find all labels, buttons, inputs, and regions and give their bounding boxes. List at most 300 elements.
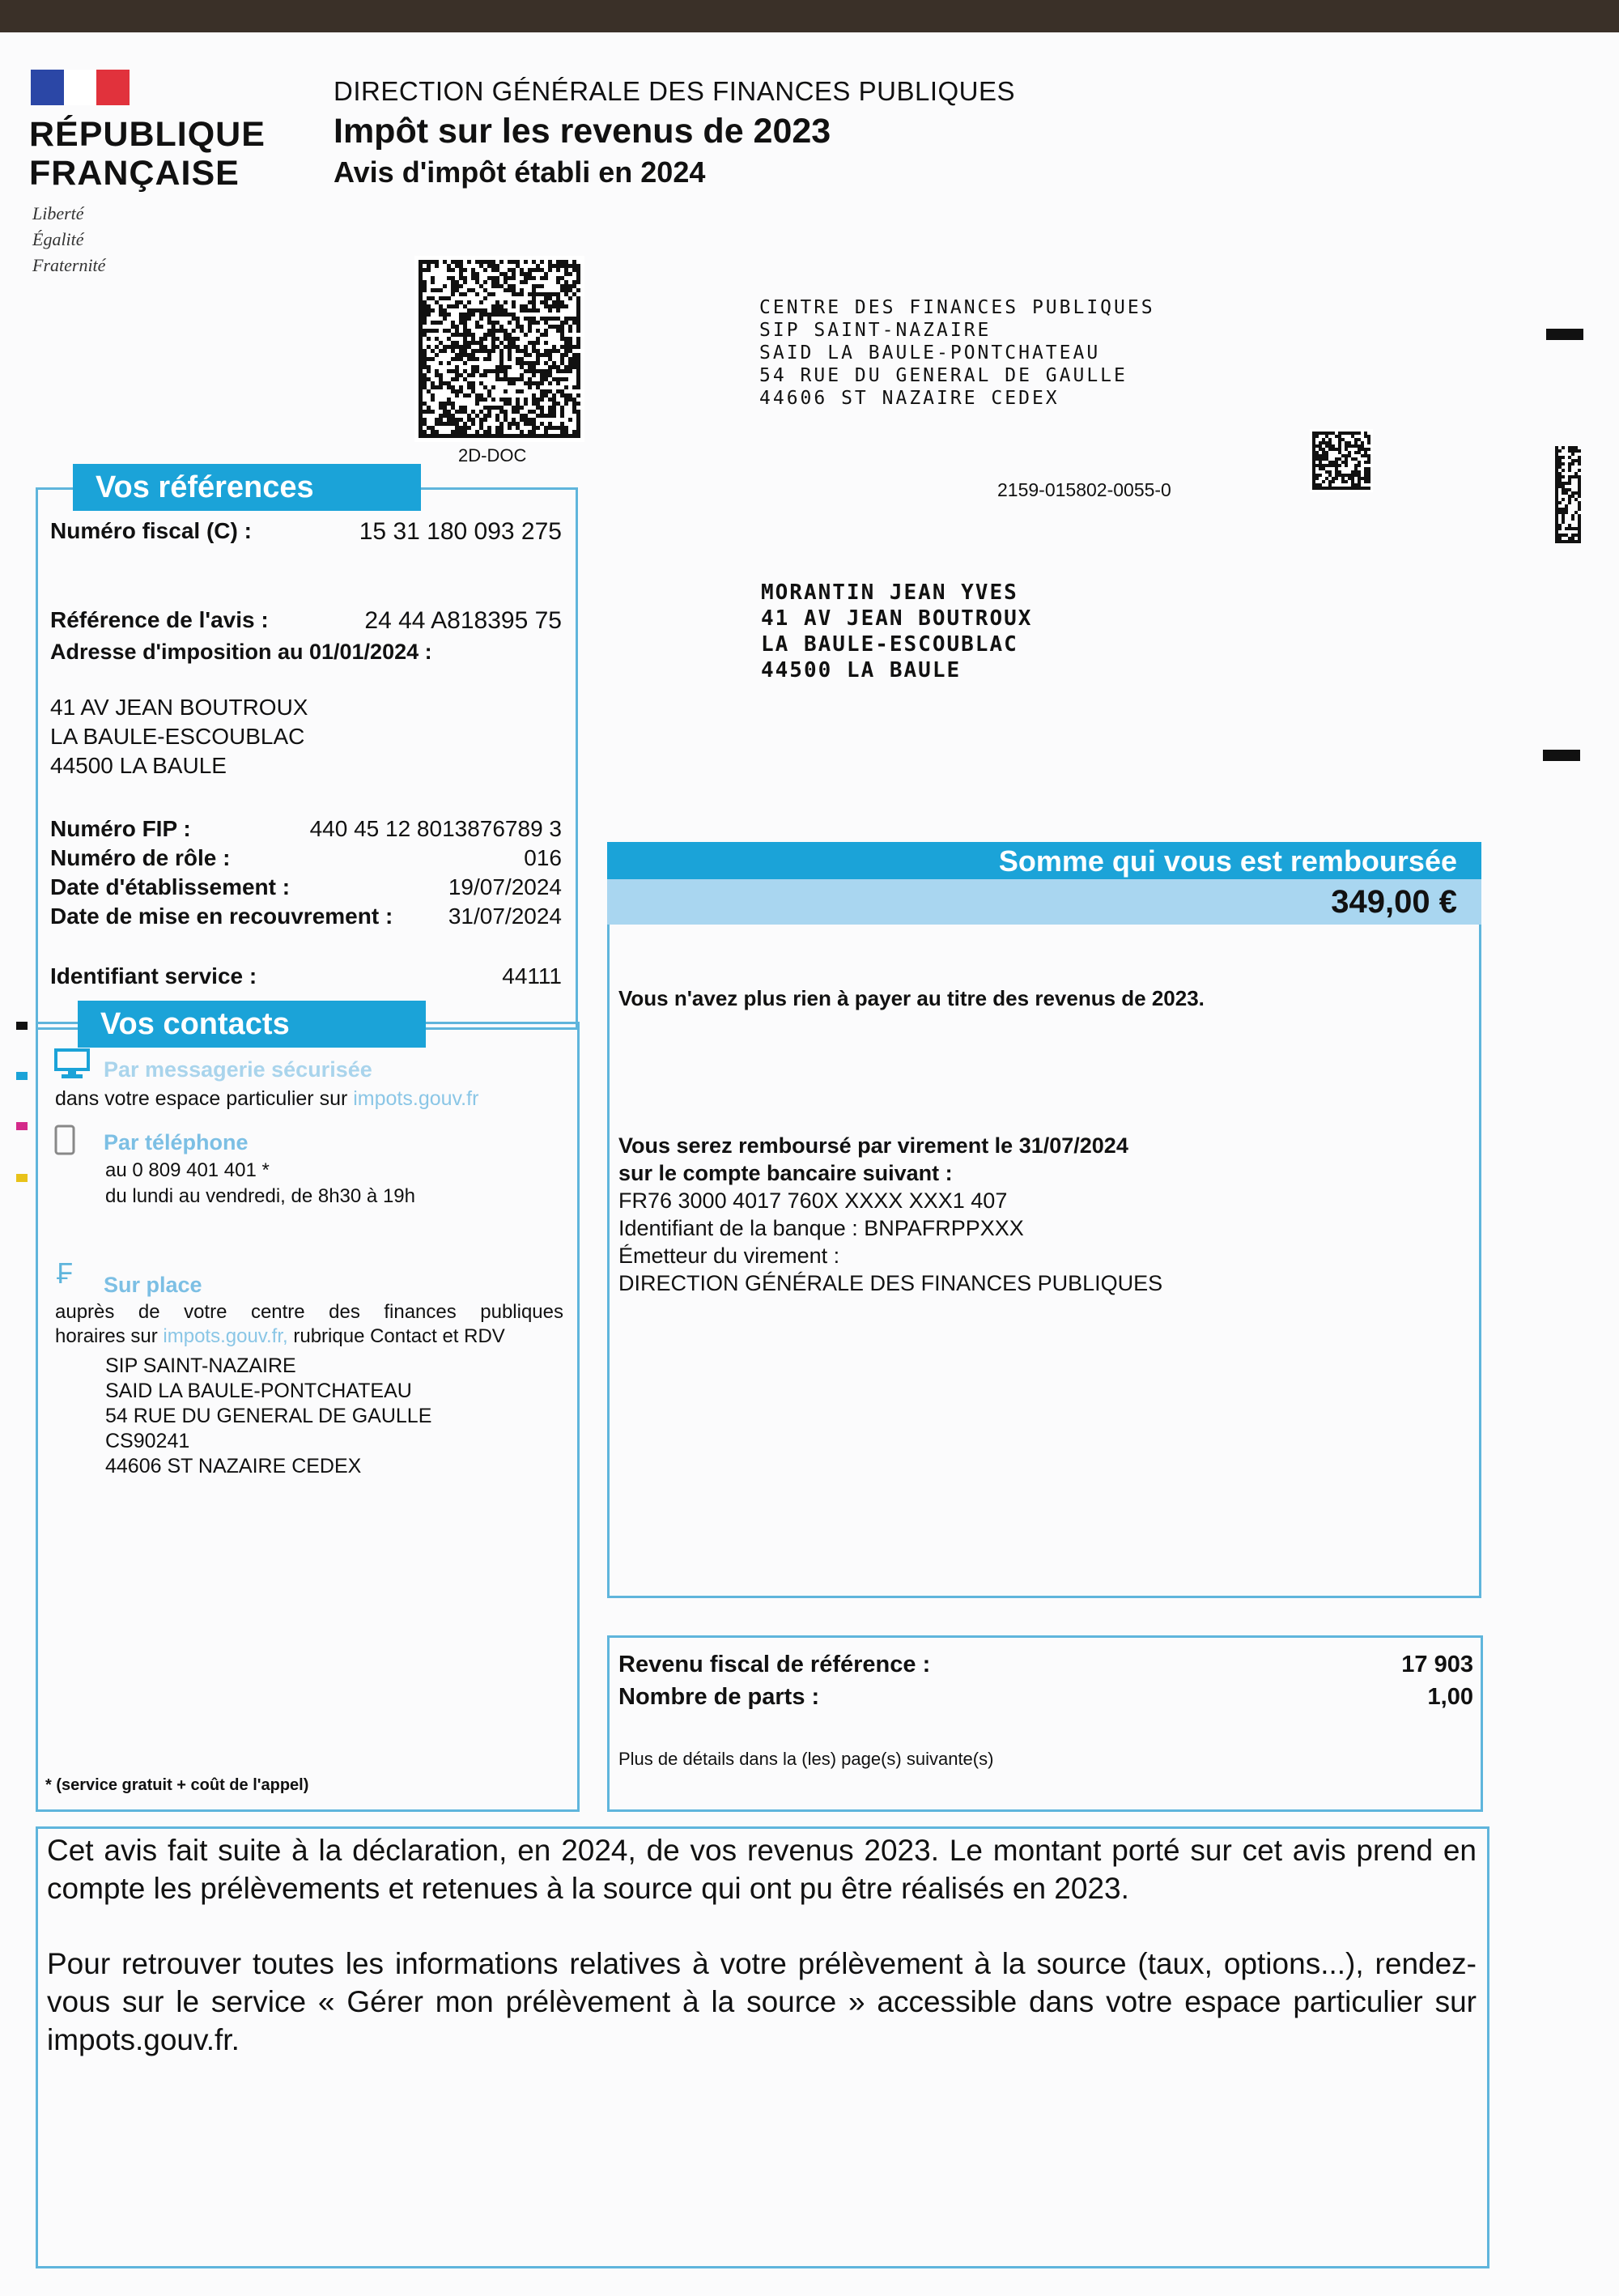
barcode-module — [1558, 456, 1562, 459]
barcode-module — [1571, 540, 1574, 543]
barcode-module — [443, 434, 447, 438]
barcode-module — [1335, 487, 1338, 490]
tax-address — [50, 693, 308, 780]
barcode-module — [499, 313, 504, 317]
barcode-module — [1555, 475, 1558, 478]
barcode-module — [516, 317, 520, 321]
barcode-module — [1578, 527, 1581, 530]
barcode-module — [487, 406, 491, 410]
barcode-module — [508, 426, 512, 430]
phone-icon — [53, 1124, 76, 1156]
barcode-module — [544, 341, 548, 345]
barcode-module — [568, 288, 572, 292]
barcode-module — [467, 317, 471, 321]
barcode-module — [1358, 461, 1361, 464]
barcode-module — [1332, 477, 1335, 480]
barcode-module — [572, 357, 576, 361]
parts-label: Nombre de parts : — [618, 1684, 820, 1710]
barcode-module — [419, 357, 423, 361]
barcode-module — [419, 393, 423, 398]
transfer-details — [618, 1132, 1162, 1297]
barcode-module — [451, 418, 455, 422]
barcode-module — [451, 430, 455, 434]
barcode-module — [1562, 540, 1565, 543]
barcode-module — [451, 406, 455, 410]
barcode-module — [512, 345, 516, 349]
barcode-module — [1367, 461, 1370, 464]
barcode-module — [475, 365, 479, 369]
barcode-module — [1364, 461, 1367, 464]
barcode-module — [447, 276, 451, 280]
barcode-module — [435, 418, 439, 422]
barcode-module — [568, 357, 572, 361]
barcode-module — [435, 373, 439, 377]
barcode-module — [1325, 457, 1328, 461]
tax-center-address — [759, 296, 1155, 410]
barcode-module — [427, 264, 431, 268]
barcode-module — [459, 426, 463, 430]
barcode-module — [1328, 432, 1332, 435]
barcode-module — [419, 389, 423, 393]
barcode-module — [1335, 457, 1338, 461]
barcode-module — [447, 402, 451, 406]
barcode-module — [483, 268, 487, 272]
barcode-module — [528, 308, 532, 313]
barcode-module — [483, 406, 487, 410]
barcode-module — [1354, 444, 1358, 448]
barcode-module — [564, 264, 568, 268]
barcode-module — [1319, 448, 1322, 451]
barcode-module — [1571, 449, 1574, 453]
barcode-module — [443, 345, 447, 349]
barcode-module — [1338, 457, 1341, 461]
barcode-module — [471, 353, 475, 357]
barcode-module — [1568, 524, 1571, 527]
barcode-module — [1328, 474, 1332, 477]
edge-mark — [1543, 750, 1580, 761]
barcode-module — [1574, 472, 1578, 475]
barcode-module — [447, 381, 451, 385]
barcode-module — [451, 402, 455, 406]
barcode-module — [552, 406, 556, 410]
barcode-module — [495, 414, 499, 418]
barcode-module — [419, 373, 423, 377]
barcode-module — [1361, 448, 1364, 451]
barcode-module — [1325, 487, 1328, 490]
page-title: Impôt sur les revenus de 2023 — [334, 112, 831, 151]
barcode-module — [431, 321, 435, 325]
fiscal-number-label: Numéro fiscal (C) : — [50, 518, 252, 543]
barcode-module — [443, 296, 447, 300]
barcode-module — [491, 337, 495, 341]
barcode-module — [576, 434, 580, 438]
barcode-module — [540, 389, 544, 393]
barcode-module — [451, 369, 455, 373]
barcode-module — [439, 288, 443, 292]
barcode-module — [1328, 461, 1332, 464]
barcode-module — [1351, 470, 1354, 474]
barcode-module — [1358, 477, 1361, 480]
barcode-module — [419, 333, 423, 337]
barcode-module — [499, 329, 504, 333]
barcode-module — [447, 369, 451, 373]
barcode-module — [512, 406, 516, 410]
barcode-module — [1312, 432, 1315, 435]
barcode-module — [504, 418, 508, 422]
barcode-module — [1555, 527, 1558, 530]
barcode-module — [499, 349, 504, 353]
barcode-module — [1555, 537, 1558, 540]
barcode-module — [536, 337, 540, 341]
barcode-module — [475, 260, 479, 264]
barcode-module — [508, 402, 512, 406]
barcode-module — [495, 377, 499, 381]
barcode-module — [443, 260, 447, 264]
barcode-module — [1351, 487, 1354, 490]
barcode-module — [516, 406, 520, 410]
onsite-text-2 — [55, 1324, 505, 1349]
barcode-module — [524, 434, 528, 438]
barcode-module — [560, 325, 564, 329]
barcode-module — [508, 377, 512, 381]
barcode-module — [564, 398, 568, 402]
barcode-module — [1315, 483, 1319, 487]
barcode-module — [552, 349, 556, 353]
barcode-module — [1348, 477, 1351, 480]
barcode-module — [427, 296, 431, 300]
barcode-module — [479, 381, 483, 385]
barcode-module — [536, 308, 540, 313]
onsite-title: Sur place — [104, 1273, 202, 1297]
barcode-module — [455, 373, 459, 377]
barcode-module — [1558, 485, 1562, 488]
barcode-module — [540, 284, 544, 288]
barcode-module — [1574, 475, 1578, 478]
barcode-module — [560, 353, 564, 357]
barcode-module — [1322, 457, 1325, 461]
barcode-module — [1345, 487, 1348, 490]
barcode-module — [435, 369, 439, 373]
barcode-module — [459, 292, 463, 296]
barcode-module — [504, 402, 508, 406]
barcode-module — [548, 317, 552, 321]
barcode-module — [556, 260, 560, 264]
barcode-module — [1562, 498, 1565, 501]
barcode-module — [576, 345, 580, 349]
barcode-module — [572, 398, 576, 402]
barcode-module — [1364, 480, 1367, 483]
barcode-module — [540, 381, 544, 385]
barcode-module — [419, 430, 423, 434]
barcode-module — [532, 292, 536, 296]
barcode-module — [1364, 432, 1367, 435]
barcode-module — [512, 304, 516, 308]
barcode-module — [512, 377, 516, 381]
barcode-module — [524, 369, 528, 373]
barcode-module — [491, 268, 495, 272]
barcode-module — [459, 434, 463, 438]
barcode-module — [459, 300, 463, 304]
barcode-module — [1354, 438, 1358, 441]
barcode-module — [439, 308, 443, 313]
barcode-module — [1555, 488, 1558, 491]
barcode-module — [491, 406, 495, 410]
barcode-module — [455, 300, 459, 304]
barcode-module — [447, 296, 451, 300]
barcode-module — [532, 369, 536, 373]
issuer: DIRECTION GÉNÉRALE DES FINANCES PUBLIQUES — [618, 1271, 1163, 1295]
barcode-module — [576, 300, 580, 304]
barcode-module — [467, 385, 471, 389]
messaging-link[interactable]: impots.gouv.fr — [353, 1087, 479, 1110]
barcode-module — [495, 369, 499, 373]
barcode-module — [560, 304, 564, 308]
barcode-module — [1571, 491, 1574, 495]
barcode-module — [419, 422, 423, 426]
barcode-module — [1328, 483, 1332, 487]
barcode-module — [459, 385, 463, 389]
barcode-module — [1358, 438, 1361, 441]
barcode-module — [487, 426, 491, 430]
barcode-module — [471, 357, 475, 361]
barcode-module — [524, 422, 528, 426]
tax-address-label: Adresse d'imposition au 01/01/2024 : — [50, 640, 432, 664]
barcode-module — [572, 365, 576, 369]
barcode-module — [556, 434, 560, 438]
barcode-module — [475, 369, 479, 373]
barcode-module — [1558, 534, 1562, 537]
barcode-module — [1315, 435, 1319, 438]
barcode-module — [1558, 478, 1562, 482]
barcode-module — [427, 406, 431, 410]
barcode-module — [556, 264, 560, 268]
barcode-module — [495, 365, 499, 369]
barcode-module — [524, 276, 528, 280]
barcode-module — [427, 357, 431, 361]
barcode-module — [447, 264, 451, 268]
barcode-module — [431, 430, 435, 434]
barcode-module — [487, 264, 491, 268]
barcode-module — [439, 406, 443, 410]
barcode-module — [419, 260, 423, 264]
barcode-module — [532, 381, 536, 385]
barcode-module — [427, 434, 431, 438]
barcode-module — [1332, 480, 1335, 483]
barcode-module — [463, 304, 467, 308]
barcode-module — [1555, 514, 1558, 517]
barcode-module — [576, 353, 580, 357]
barcode-module — [1312, 454, 1315, 457]
barcode-module — [1565, 504, 1568, 508]
barcode-module — [423, 418, 427, 422]
barcode-module — [1348, 444, 1351, 448]
barcode-module — [576, 272, 580, 276]
barcode-module — [475, 414, 479, 418]
barcode-module — [451, 304, 455, 308]
barcode-module — [1312, 483, 1315, 487]
barcode-module — [508, 345, 512, 349]
barcode-module — [548, 422, 552, 426]
barcode-module — [1555, 462, 1558, 466]
barcode-module — [520, 292, 524, 296]
barcode-module — [1338, 487, 1341, 490]
barcode-module — [536, 385, 540, 389]
barcode-module — [455, 365, 459, 369]
barcode-module — [516, 389, 520, 393]
barcode-module — [504, 276, 508, 280]
barcode-module — [572, 434, 576, 438]
barcode-module — [572, 345, 576, 349]
barcode-module — [1315, 477, 1319, 480]
barcode-module — [455, 329, 459, 333]
barcode-module — [1358, 451, 1361, 454]
barcode-module — [1354, 457, 1358, 461]
barcode-module — [423, 333, 427, 337]
barcode-module — [516, 325, 520, 329]
barcode-module — [1354, 441, 1358, 444]
barcode-module — [479, 393, 483, 398]
barcode-module — [1578, 504, 1581, 508]
barcode-module — [1312, 480, 1315, 483]
barcode-module — [564, 434, 568, 438]
barcode-module — [532, 365, 536, 369]
iban: FR76 3000 4017 760X XXXX XXX1 407 — [618, 1188, 1008, 1213]
barcode-module — [459, 389, 463, 393]
barcode-module — [495, 308, 499, 313]
barcode-module — [548, 304, 552, 308]
barcode-module — [1322, 432, 1325, 435]
barcode-module — [471, 333, 475, 337]
fiscal-number-value: 15 31 180 093 275 — [359, 518, 562, 545]
barcode-module — [1319, 461, 1322, 464]
barcode-module — [1578, 521, 1581, 524]
barcode-module — [572, 268, 576, 272]
barcode-module — [1348, 454, 1351, 457]
barcode-module — [435, 321, 439, 325]
barcode-module — [504, 272, 508, 276]
references-title: Vos références — [73, 464, 421, 511]
barcode-module — [467, 353, 471, 357]
barcode-module — [487, 357, 491, 361]
barcode-module — [516, 410, 520, 414]
barcode-module — [1319, 444, 1322, 448]
barcode-module — [443, 402, 447, 406]
barcode-module — [483, 434, 487, 438]
barcode-module — [443, 414, 447, 418]
barcode-module — [423, 321, 427, 325]
barcode-module — [455, 288, 459, 292]
barcode-module — [451, 385, 455, 389]
barcode-module — [1358, 448, 1361, 451]
barcode-module — [564, 288, 568, 292]
barcode-module — [1354, 451, 1358, 454]
barcode-module — [576, 385, 580, 389]
barcode-module — [540, 260, 544, 264]
barcode-module — [451, 422, 455, 426]
barcode-module — [544, 389, 548, 393]
recipient-address — [761, 580, 1032, 683]
barcode-module — [1555, 456, 1558, 459]
barcode-module — [508, 288, 512, 292]
barcode-module — [1358, 474, 1361, 477]
barcode-module — [1562, 475, 1565, 478]
barcode-module — [556, 381, 560, 385]
barcode-module — [1338, 464, 1341, 467]
barcode-module — [1328, 487, 1332, 490]
barcode-module — [443, 308, 447, 313]
barcode-module — [528, 325, 532, 329]
barcode-module — [495, 321, 499, 325]
barcode-module — [576, 341, 580, 345]
barcode-module — [1558, 524, 1562, 527]
barcode-module — [524, 353, 528, 357]
barcode-module — [1312, 487, 1315, 490]
barcode-module — [443, 313, 447, 317]
barcode-module — [512, 260, 516, 264]
barcode-module — [536, 292, 540, 296]
barcode-module — [1555, 453, 1558, 456]
barcode-module — [544, 369, 548, 373]
barcode-module — [483, 398, 487, 402]
barcode-module — [540, 434, 544, 438]
barcode-module — [463, 333, 467, 337]
motto-egalite: Égalité — [32, 229, 84, 249]
barcode-module — [467, 300, 471, 304]
barcode-module — [1322, 487, 1325, 490]
barcode-module — [532, 276, 536, 280]
barcode-module — [491, 341, 495, 345]
barcode-module — [524, 414, 528, 418]
barcode-module — [1574, 534, 1578, 537]
barcode-module — [576, 393, 580, 398]
barcode-module — [491, 284, 495, 288]
barcode-module — [463, 329, 467, 333]
barcode-module — [499, 341, 504, 345]
tax-address-line: 41 AV JEAN BOUTROUX — [50, 695, 308, 720]
barcode-module — [572, 260, 576, 264]
barcode-module — [495, 406, 499, 410]
barcode-module — [463, 410, 467, 414]
barcode-module — [423, 317, 427, 321]
barcode-module — [1312, 441, 1315, 444]
parts-value: 1,00 — [1427, 1684, 1473, 1710]
barcode-module — [431, 349, 435, 353]
barcode-module — [419, 398, 423, 402]
barcode-module — [552, 434, 556, 438]
barcode-module — [455, 325, 459, 329]
barcode-module — [1338, 448, 1341, 451]
barcode-module — [1325, 444, 1328, 448]
barcode-module — [544, 349, 548, 353]
establishment-date-value: 19/07/2024 — [448, 874, 562, 899]
barcode-module — [520, 377, 524, 381]
barcode-module — [463, 280, 467, 284]
barcode-module — [419, 296, 423, 300]
barcode-module — [431, 393, 435, 398]
barcode-module — [471, 268, 475, 272]
barcode-module — [532, 426, 536, 430]
barcode-module — [560, 430, 564, 434]
barcode-module — [564, 345, 568, 349]
barcode-module — [491, 264, 495, 268]
barcode-module — [483, 313, 487, 317]
barcode-module — [1555, 446, 1558, 449]
barcode-module — [499, 353, 504, 357]
barcode-module — [431, 296, 435, 300]
barcode-module — [439, 341, 443, 345]
barcode-module — [435, 264, 439, 268]
onsite-link[interactable]: impots.gouv.fr, — [163, 1325, 288, 1347]
